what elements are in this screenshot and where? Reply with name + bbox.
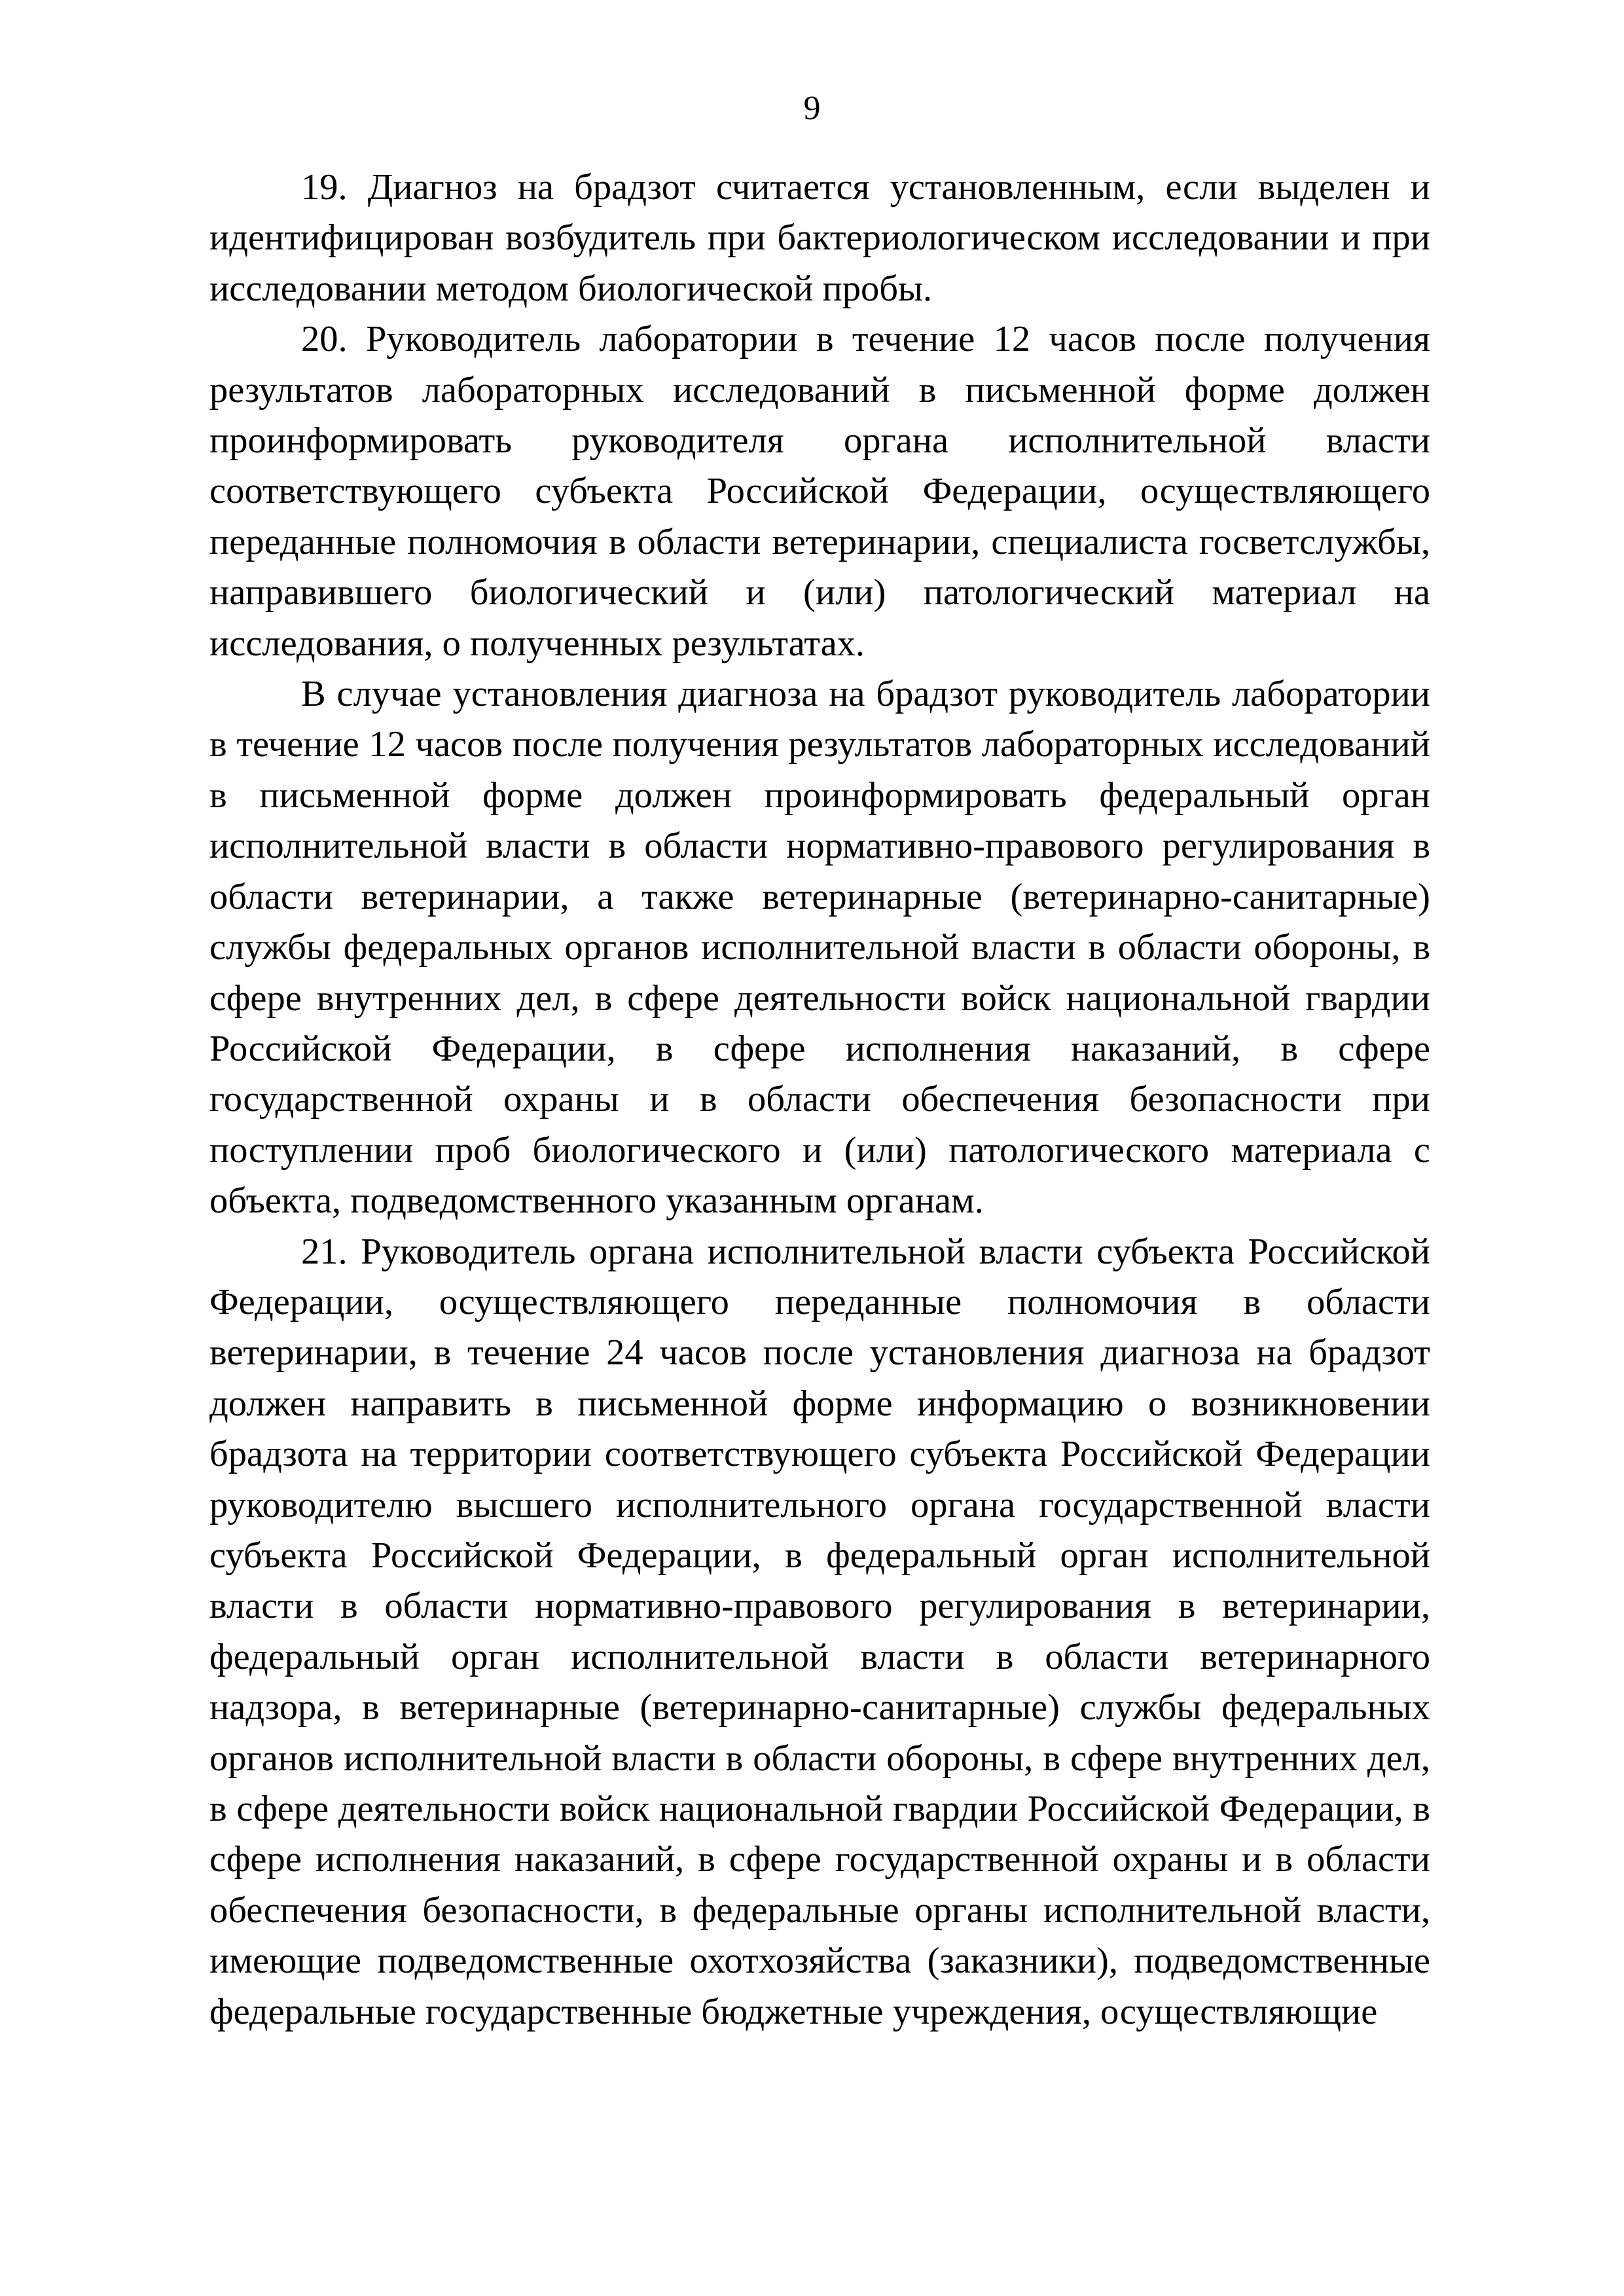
page-number: 9 [803, 90, 821, 127]
paragraph-20-continued: В случае установления диагноза на брадзот руководитель лаборатории в течение 12 часов после получения результатов лабораторных исследований в письменной форме должен проинформировать федеральный орган исполнительной власти в области нормативно-правового регулирования в области ветеринарии, а также ветеринарные (ветеринарно-санитарные) службы федеральных органов исполнительной власти в области обороны, в сфере внутренних дел, в сфере деятельности войск национальной гвардии Российской Федерации, в сфере исполнения наказаний, в сфере государственной охраны и в области обеспечения безопасности при поступлении проб биологического и (или) патологического материала с объекта, подведомственного указанным органам. [209, 674, 1430, 1222]
paragraph-19: 19. Диагноз на брадзот считается установленным, если выделен и идентифицирован возбудитель при бактериологическом исследовании и при исследовании методом биологической пробы. [209, 167, 1430, 309]
paragraph-20: 20. Руководитель лаборатории в течение 12 часов после получения результатов лабораторных исследований в письменной форме должен проинформировать руководителя органа исполнительной власти соответствующего субъекта Российской Федерации, осуществляющего переданные полномочия в области ветеринарии, специалиста госветслужбы, направившего биологический и (или) патологический материал на исследования, о полученных результатах. [209, 319, 1430, 664]
document-body [209, 162, 1430, 2037]
paragraph-21: 21. Руководитель органа исполнительной власти субъекта Российской Федерации, осуществляющего переданные полномочия в области ветеринарии, в течение 24 часов после установления диагноза на брадзот должен направить в письменной форме информацию о возникновении брадзота на территории соответствующего субъекта Российской Федерации руководителю высшего исполнительного органа государственной власти субъекта Российской Федерации, в федеральный орган исполнительной власти в области нормативно-правового регулирования в ветеринарии, федеральный орган исполнительной власти в области ветеринарного надзора, в ветеринарные (ветеринарно-санитарные) службы федеральных органов исполнительной власти в области обороны, в сфере внутренних дел, в сфере деятельности войск национальной гвардии Российской Федерации, в сфере исполнения наказаний, в сфере государственной охраны и в области обеспечения безопасности, в федеральные органы исполнительной власти, имеющие подведомственные охотхозяйства (заказники), подведомственные федеральные государственные бюджетные учреждения, осуществляющие [209, 1231, 1430, 2032]
